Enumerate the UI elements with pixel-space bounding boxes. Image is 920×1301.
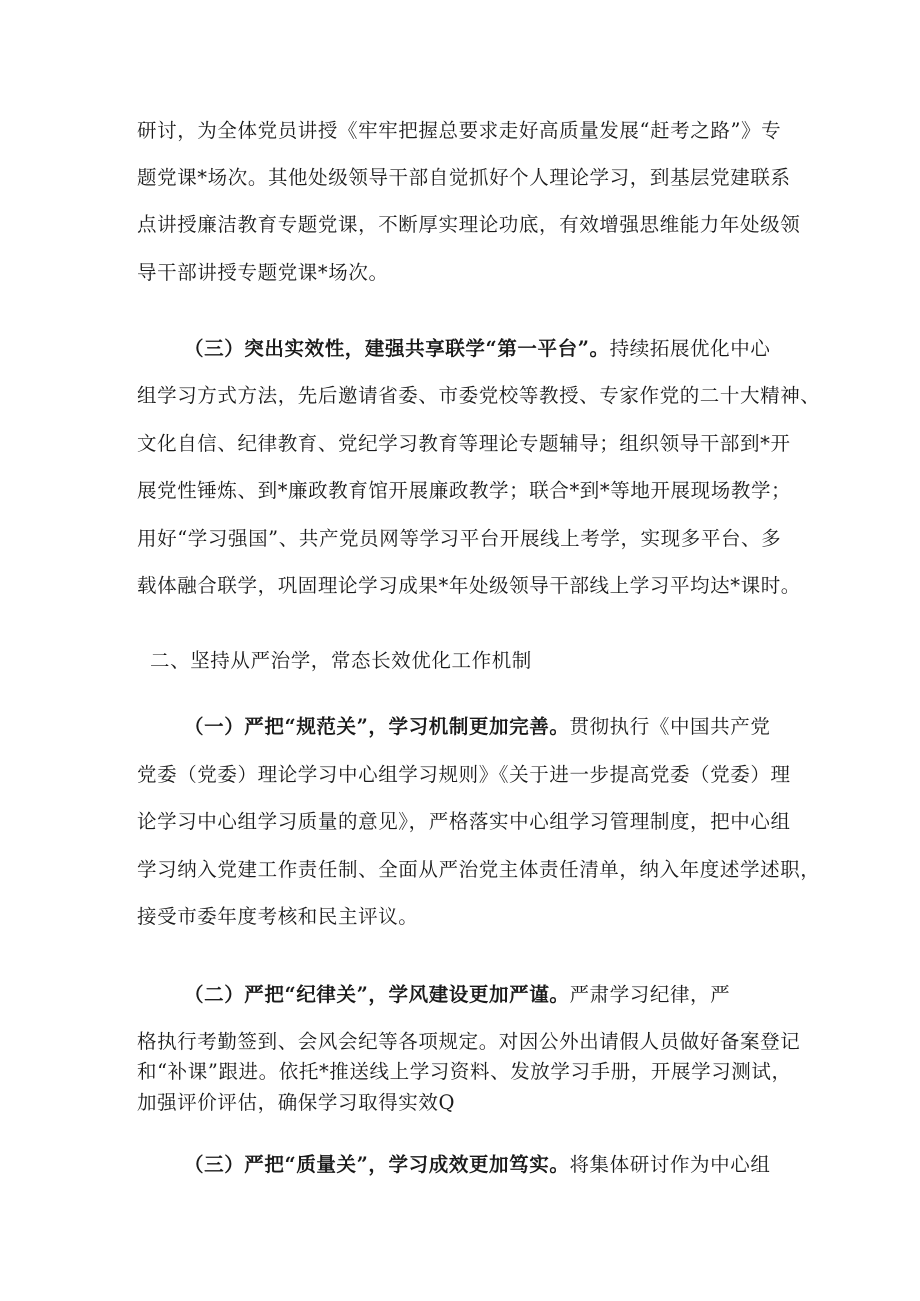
paragraph-line: 展党性锤炼、到*廉政教育馆开展廉政教学；联合*到*等地开展现场教学； xyxy=(137,479,792,502)
paragraph-lead-rest: 持续拓展优化中心 xyxy=(609,337,771,360)
paragraph-lead-title: （三）严把“质量关”，学习成效更加笃实。 xyxy=(184,1153,570,1176)
paragraph-first-line xyxy=(184,713,770,741)
paragraph-line: 导干部讲授专题党课*场次。 xyxy=(137,261,389,284)
paragraph-line: 论学习中心组学习质量的意见》，严格落实中心组学习管理制度，把中心组 xyxy=(137,810,791,833)
paragraph-lead-title: （三）突出实效性，建强共享联学“第一平台”。 xyxy=(184,337,610,360)
section-heading: 二、坚持从严治学，常态长效优化工作机制 xyxy=(150,649,532,672)
paragraph-line: 文化自信、纪律教育、党纪学习教育等理论专题辅导；组织领导干部到*开 xyxy=(137,432,791,455)
paragraph-line: 接受市委年度考核和民主评议。 xyxy=(137,905,419,928)
paragraph-lead-rest: 将集体研讨作为中心组 xyxy=(569,1153,771,1176)
paragraph-lead-title: （一）严把“规范关”，学习机制更加完善。 xyxy=(184,715,570,738)
paragraph-line: 加强评价评估，确保学习取得实效Q xyxy=(137,1091,456,1114)
paragraph-line: 和“补课”跟进。依托*推送线上学习资料、发放学习手册，开展学习测试， xyxy=(137,1060,792,1083)
paragraph-line: 组学习方式方法，先后邀请省委、市委党校等教授、专家作党的二十大精神、 xyxy=(137,384,821,407)
paragraph-line: 学习纳入党建工作责任制、全面从严治党主体责任清单，纳入年度述学述职， xyxy=(137,858,821,881)
paragraph-first-line xyxy=(184,981,730,1009)
paragraph-line: 题党课*场次。其他处级领导干部自觉抓好个人理论学习，到基层党建联系 xyxy=(137,166,791,189)
paragraph-lead-rest: 贯彻执行《中国共产党 xyxy=(569,715,771,738)
paragraph-line: 载体融合联学，巩固理论学习成果*年处级领导干部线上学习平均达*课时。 xyxy=(137,574,801,597)
paragraph-line: 用好“学习强国”、共产党员网等学习平台开展线上考学，实现多平台、多 xyxy=(137,527,782,550)
paragraph-lead-rest: 严肃学习纪律，严 xyxy=(569,983,731,1006)
paragraph-lead-title: （二）严把“纪律关”，学风建设更加严谨。 xyxy=(184,983,570,1006)
paragraph-line: 研讨，为全体党员讲授《牢牢把握总要求走好高质量发展“赶考之路”》专 xyxy=(137,119,782,142)
paragraph-line: 点讲授廉洁教育专题党课，不断厚实理论功底，有效增强思维能力年处级领 xyxy=(137,213,801,236)
paragraph-first-line xyxy=(184,1151,770,1179)
paragraph-first-line xyxy=(184,335,770,363)
paragraph-line: 格执行考勤签到、会风会纪等各项规定。对因公外出请假人员做好备案登记 xyxy=(137,1030,801,1053)
paragraph-line: 党委（党委）理论学习中心组学习规则》《关于进一步提高党委（党委）理 xyxy=(137,763,791,786)
